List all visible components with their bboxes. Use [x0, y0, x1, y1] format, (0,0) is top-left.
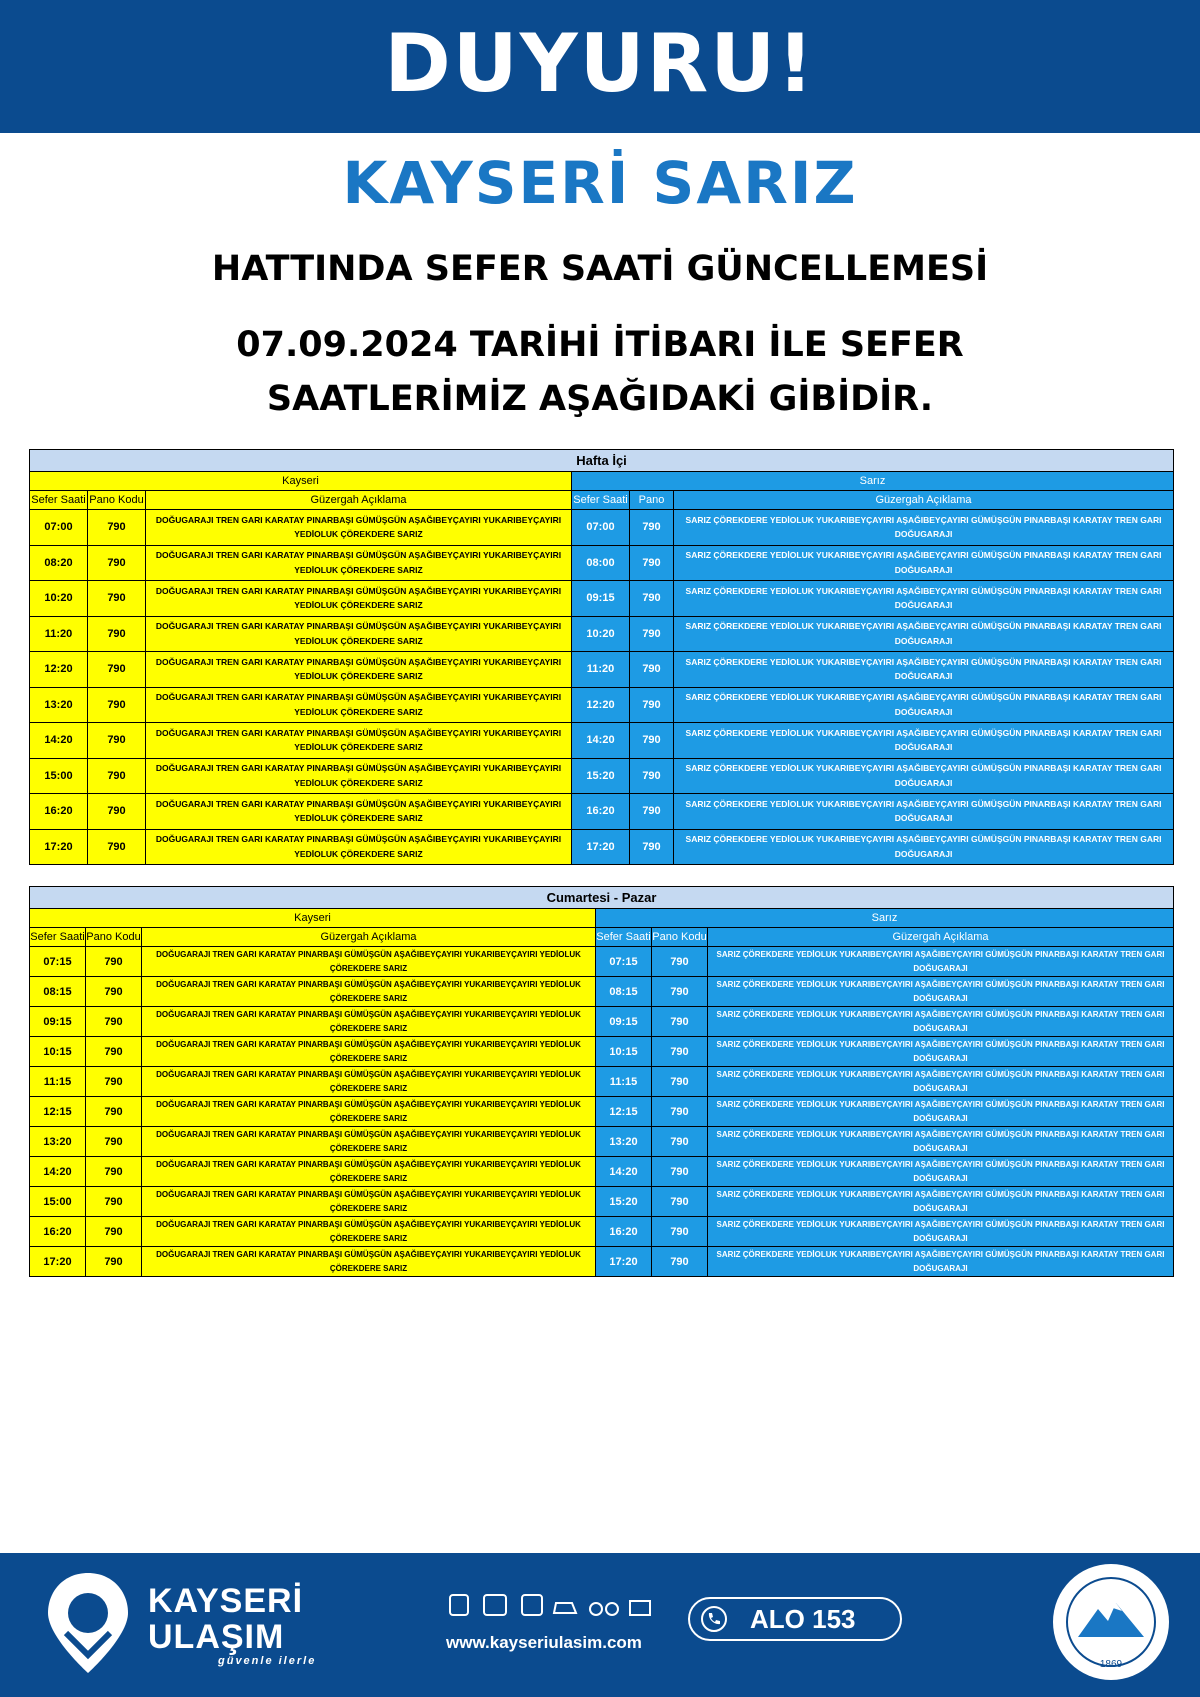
phone-icon — [700, 1605, 728, 1633]
sariz-pano-code: 790 — [652, 947, 708, 977]
sariz-departure-time: 15:20 — [572, 758, 630, 794]
column-header-kayseri: Sefer Saati — [30, 491, 88, 510]
sariz-route: SARIZ ÇÖREKDERE YEDİOLUK YUKARIBEYÇAYIRI AŞAĞIBEYÇAYIRI GÜMÜŞGÜN PINARBAŞI KARATAY TREN GARI DOĞUGARAJI — [708, 977, 1174, 1007]
sariz-pano-code: 790 — [630, 758, 674, 794]
sariz-pano-code: 790 — [652, 1157, 708, 1187]
kayseri-route: DOĞUGARAJI TREN GARI KARATAY PINARBAŞI GÜMÜŞGÜN AŞAĞIBEYÇAYIRI YUKARIBEYÇAYIRI YEDİOLUK ÇÖREKDERE SARIZ — [146, 794, 572, 830]
sariz-pano-code: 790 — [630, 510, 674, 546]
kayseri-departure-time: 12:20 — [30, 652, 88, 688]
kayseri-departure-time: 17:20 — [30, 1247, 86, 1277]
effective-date-line-2: SAATLERİMİZ AŞAĞIDAKİ GİBİDİR. — [266, 379, 934, 419]
sariz-departure-time: 12:20 — [572, 687, 630, 723]
kayseri-route: DOĞUGARAJI TREN GARI KARATAY PINARBAŞI GÜMÜŞGÜN AŞAĞIBEYÇAYIRI YUKARIBEYÇAYIRI YEDİOLUK ÇÖREKDERE SARIZ — [142, 1007, 596, 1037]
weekend-schedule-table — [29, 886, 1174, 1277]
kayseri-route: DOĞUGARAJI TREN GARI KARATAY PINARBAŞI GÜMÜŞGÜN AŞAĞIBEYÇAYIRI YUKARIBEYÇAYIRI YEDİOLUK ÇÖREKDERE SARIZ — [142, 1097, 596, 1127]
sariz-departure-time: 17:20 — [572, 829, 630, 865]
kayseri-departure-time: 14:20 — [30, 723, 88, 759]
kayseri-departure-time: 11:15 — [30, 1067, 86, 1097]
sariz-route: SARIZ ÇÖREKDERE YEDİOLUK YUKARIBEYÇAYIRI AŞAĞIBEYÇAYIRI GÜMÜŞGÜN PINARBAŞI KARATAY TREN GARI DOĞUGARAJI — [708, 1187, 1174, 1217]
kayseri-departure-time: 13:20 — [30, 1127, 86, 1157]
group-sariz: Sarız — [572, 472, 1174, 491]
kayseri-route: DOĞUGARAJI TREN GARI KARATAY PINARBAŞI GÜMÜŞGÜN AŞAĞIBEYÇAYIRI YUKARIBEYÇAYIRI YEDİOLUK ÇÖREKDERE SARIZ — [146, 723, 572, 759]
sariz-pano-code: 790 — [652, 1247, 708, 1277]
sariz-route: SARIZ ÇÖREKDERE YEDİOLUK YUKARIBEYÇAYIRI AŞAĞIBEYÇAYIRI GÜMÜŞGÜN PINARBAŞI KARATAY TREN GARI DOĞUGARAJI — [674, 510, 1174, 546]
sariz-pano-code: 790 — [630, 652, 674, 688]
table-row — [30, 794, 1174, 830]
weekday-schedule-table — [29, 449, 1174, 865]
sariz-departure-time: 14:20 — [596, 1157, 652, 1187]
sariz-route: SARIZ ÇÖREKDERE YEDİOLUK YUKARIBEYÇAYIRI AŞAĞIBEYÇAYIRI GÜMÜŞGÜN PINARBAŞI KARATAY TREN GARI DOĞUGARAJI — [674, 616, 1174, 652]
announcement-title: DUYURU! — [384, 17, 816, 110]
brand-line-2: ULAŞIM — [148, 1618, 285, 1656]
kayseri-departure-time: 09:15 — [30, 1007, 86, 1037]
sariz-departure-time: 09:15 — [572, 581, 630, 617]
sariz-route: SARIZ ÇÖREKDERE YEDİOLUK YUKARIBEYÇAYIRI AŞAĞIBEYÇAYIRI GÜMÜŞGÜN PINARBAŞI KARATAY TREN GARI DOĞUGARAJI — [674, 794, 1174, 830]
kayseri-route: DOĞUGARAJI TREN GARI KARATAY PINARBAŞI GÜMÜŞGÜN AŞAĞIBEYÇAYIRI YUKARIBEYÇAYIRI YEDİOLUK ÇÖREKDERE SARIZ — [142, 1037, 596, 1067]
kayseri-pano-code: 790 — [86, 1157, 142, 1187]
website-url[interactable]: www.kayseriulasim.com — [446, 1633, 642, 1652]
sariz-departure-time: 11:15 — [596, 1067, 652, 1097]
sariz-route: SARIZ ÇÖREKDERE YEDİOLUK YUKARIBEYÇAYIRI AŞAĞIBEYÇAYIRI GÜMÜŞGÜN PINARBAŞI KARATAY TREN GARI DOĞUGARAJI — [708, 1007, 1174, 1037]
kayseri-route: DOĞUGARAJI TREN GARI KARATAY PINARBAŞI GÜMÜŞGÜN AŞAĞIBEYÇAYIRI YUKARIBEYÇAYIRI YEDİOLUK ÇÖREKDERE SARIZ — [142, 947, 596, 977]
sariz-pano-code: 790 — [630, 723, 674, 759]
sariz-pano-code: 790 — [652, 1037, 708, 1067]
sariz-departure-time: 08:15 — [596, 977, 652, 1007]
brand-tagline: güvenle ilerle — [218, 1655, 317, 1667]
table-title-row — [30, 887, 1174, 909]
kayseri-route: DOĞUGARAJI TREN GARI KARATAY PINARBAŞI GÜMÜŞGÜN AŞAĞIBEYÇAYIRI YUKARIBEYÇAYIRI YEDİOLUK ÇÖREKDERE SARIZ — [142, 1067, 596, 1097]
kayseri-departure-time: 10:20 — [30, 581, 88, 617]
table-row — [30, 758, 1174, 794]
kayseri-departure-time: 11:20 — [30, 616, 88, 652]
bicycle-icon — [590, 1603, 602, 1615]
table-row — [30, 1067, 1174, 1097]
tram-icon — [450, 1595, 468, 1615]
sariz-route: SARIZ ÇÖREKDERE YEDİOLUK YUKARIBEYÇAYIRI AŞAĞIBEYÇAYIRI GÜMÜŞGÜN PINARBAŞI KARATAY TREN GARI DOĞUGARAJI — [708, 1157, 1174, 1187]
table-row — [30, 1247, 1174, 1277]
sariz-pano-code: 790 — [652, 977, 708, 1007]
column-header-kayseri: Güzergah Açıklama — [146, 491, 572, 510]
table-row — [30, 1187, 1174, 1217]
kayseri-pano-code: 790 — [88, 829, 146, 865]
kayseri-route: DOĞUGARAJI TREN GARI KARATAY PINARBAŞI GÜMÜŞGÜN AŞAĞIBEYÇAYIRI YUKARIBEYÇAYIRI YEDİOLUK ÇÖREKDERE SARIZ — [142, 977, 596, 1007]
kayseri-pano-code: 790 — [86, 1097, 142, 1127]
sariz-departure-time: 07:15 — [596, 947, 652, 977]
group-row — [30, 909, 1174, 928]
sariz-departure-time: 16:20 — [596, 1217, 652, 1247]
kayseri-pano-code: 790 — [88, 510, 146, 546]
sariz-pano-code: 790 — [630, 616, 674, 652]
kayseri-departure-time: 07:00 — [30, 510, 88, 546]
sariz-route: SARIZ ÇÖREKDERE YEDİOLUK YUKARIBEYÇAYIRI AŞAĞIBEYÇAYIRI GÜMÜŞGÜN PINARBAŞI KARATAY TREN GARI DOĞUGARAJI — [674, 652, 1174, 688]
column-header-kayseri: Pano Kodu — [88, 491, 146, 510]
kayseri-departure-time: 16:20 — [30, 794, 88, 830]
kayseri-departure-time: 08:20 — [30, 545, 88, 581]
footer-banner — [0, 1553, 1200, 1697]
sariz-route: SARIZ ÇÖREKDERE YEDİOLUK YUKARIBEYÇAYIRI AŞAĞIBEYÇAYIRI GÜMÜŞGÜN PINARBAŞI KARATAY TREN GARI DOĞUGARAJI — [708, 1037, 1174, 1067]
kayseri-pano-code: 790 — [86, 1187, 142, 1217]
table-row — [30, 829, 1174, 865]
kayseri-departure-time: 10:15 — [30, 1037, 86, 1067]
kayseri-pano-code: 790 — [86, 1127, 142, 1157]
kayseri-route: DOĞUGARAJI TREN GARI KARATAY PINARBAŞI GÜMÜŞGÜN AŞAĞIBEYÇAYIRI YUKARIBEYÇAYIRI YEDİOLUK ÇÖREKDERE SARIZ — [142, 1127, 596, 1157]
kayseri-route: DOĞUGARAJI TREN GARI KARATAY PINARBAŞI GÜMÜŞGÜN AŞAĞIBEYÇAYIRI YUKARIBEYÇAYIRI YEDİOLUK ÇÖREKDERE SARIZ — [146, 687, 572, 723]
kayseri-pano-code: 790 — [86, 1067, 142, 1097]
column-header-kayseri: Güzergah Açıklama — [142, 928, 596, 947]
table-row — [30, 616, 1174, 652]
kayseri-departure-time: 12:15 — [30, 1097, 86, 1127]
sariz-departure-time: 10:20 — [572, 616, 630, 652]
sariz-route: SARIZ ÇÖREKDERE YEDİOLUK YUKARIBEYÇAYIRI AŞAĞIBEYÇAYIRI GÜMÜŞGÜN PINARBAŞI KARATAY TREN GARI DOĞUGARAJI — [674, 545, 1174, 581]
sariz-pano-code: 790 — [652, 1067, 708, 1097]
kayseri-pano-code: 790 — [88, 687, 146, 723]
kayseri-pano-code: 790 — [88, 758, 146, 794]
kayseri-pano-code: 790 — [86, 1217, 142, 1247]
kayseri-pano-code: 790 — [86, 1037, 142, 1067]
sariz-departure-time: 07:00 — [572, 510, 630, 546]
sariz-route: SARIZ ÇÖREKDERE YEDİOLUK YUKARIBEYÇAYIRI AŞAĞIBEYÇAYIRI GÜMÜŞGÜN PINARBAŞI KARATAY TREN GARI DOĞUGARAJI — [708, 1217, 1174, 1247]
sariz-departure-time: 17:20 — [596, 1247, 652, 1277]
kayseri-departure-time: 17:20 — [30, 829, 88, 865]
sariz-route: SARIZ ÇÖREKDERE YEDİOLUK YUKARIBEYÇAYIRI AŞAĞIBEYÇAYIRI GÜMÜŞGÜN PINARBAŞI KARATAY TREN GARI DOĞUGARAJI — [674, 829, 1174, 865]
table-row — [30, 1127, 1174, 1157]
column-header-sariz: Güzergah Açıklama — [674, 491, 1174, 510]
kayseri-pano-code: 790 — [88, 616, 146, 652]
column-header-row — [30, 928, 1174, 947]
kayseri-pano-code: 790 — [86, 1247, 142, 1277]
column-header-kayseri: Sefer Saati — [30, 928, 86, 947]
brand-wordmark — [148, 1583, 316, 1667]
header-banner — [0, 0, 1200, 133]
sariz-departure-time: 09:15 — [596, 1007, 652, 1037]
kayseri-pano-code: 790 — [88, 794, 146, 830]
column-header-sariz: Pano — [630, 491, 674, 510]
kayseri-departure-time: 14:20 — [30, 1157, 86, 1187]
column-header-kayseri: Pano Kodu — [86, 928, 142, 947]
kayseri-pano-code: 790 — [88, 723, 146, 759]
sariz-route: SARIZ ÇÖREKDERE YEDİOLUK YUKARIBEYÇAYIRI AŞAĞIBEYÇAYIRI GÜMÜŞGÜN PINARBAŞI KARATAY TREN GARI DOĞUGARAJI — [708, 1127, 1174, 1157]
table-row — [30, 1007, 1174, 1037]
effective-date-note — [0, 318, 1200, 426]
kayseri-route: DOĞUGARAJI TREN GARI KARATAY PINARBAŞI GÜMÜŞGÜN AŞAĞIBEYÇAYIRI YUKARIBEYÇAYIRI YEDİOLUK ÇÖREKDERE SARIZ — [142, 1157, 596, 1187]
sariz-route: SARIZ ÇÖREKDERE YEDİOLUK YUKARIBEYÇAYIRI AŞAĞIBEYÇAYIRI GÜMÜŞGÜN PINARBAŞI KARATAY TREN GARI DOĞUGARAJI — [674, 723, 1174, 759]
line-name: KAYSERİ SARIZ — [342, 149, 858, 217]
sariz-departure-time: 13:20 — [596, 1127, 652, 1157]
kayseri-pano-code: 790 — [86, 1007, 142, 1037]
phone-badge[interactable] — [688, 1597, 902, 1641]
kayseri-route: DOĞUGARAJI TREN GARI KARATAY PINARBAŞI GÜMÜŞGÜN AŞAĞIBEYÇAYIRI YUKARIBEYÇAYIRI YEDİOLUK ÇÖREKDERE SARIZ — [146, 510, 572, 546]
sariz-route: SARIZ ÇÖREKDERE YEDİOLUK YUKARIBEYÇAYIRI AŞAĞIBEYÇAYIRI GÜMÜŞGÜN PINARBAŞI KARATAY TREN GARI DOĞUGARAJI — [674, 687, 1174, 723]
sariz-pano-code: 790 — [652, 1007, 708, 1037]
sariz-pano-code: 790 — [652, 1097, 708, 1127]
kayseri-pano-code: 790 — [88, 545, 146, 581]
sariz-pano-code: 790 — [630, 829, 674, 865]
table-title-row — [30, 450, 1174, 472]
sariz-departure-time: 14:20 — [572, 723, 630, 759]
group-kayseri: Kayseri — [30, 909, 596, 928]
table-row — [30, 1157, 1174, 1187]
table-row — [30, 652, 1174, 688]
seal-year: 1869 — [1099, 1659, 1123, 1670]
kayseri-pano-code: 790 — [88, 581, 146, 617]
subtitle: HATTINDA SEFER SAATİ GÜNCELLEMESİ — [211, 249, 989, 289]
coach-icon — [522, 1595, 542, 1615]
kayseri-departure-time: 13:20 — [30, 687, 88, 723]
kayseri-ulasim-pin-logo — [44, 1569, 132, 1679]
sariz-route: SARIZ ÇÖREKDERE YEDİOLUK YUKARIBEYÇAYIRI AŞAĞIBEYÇAYIRI GÜMÜŞGÜN PINARBAŞI KARATAY TREN GARI DOĞUGARAJI — [674, 581, 1174, 617]
group-row — [30, 472, 1174, 491]
table-title: Cumartesi - Pazar — [30, 887, 1174, 909]
kayseri-pano-code: 790 — [86, 977, 142, 1007]
sariz-pano-code: 790 — [652, 1187, 708, 1217]
kayseri-route: DOĞUGARAJI TREN GARI KARATAY PINARBAŞI GÜMÜŞGÜN AŞAĞIBEYÇAYIRI YUKARIBEYÇAYIRI YEDİOLUK ÇÖREKDERE SARIZ — [146, 758, 572, 794]
kayseri-departure-time: 15:00 — [30, 758, 88, 794]
kayseri-route: DOĞUGARAJI TREN GARI KARATAY PINARBAŞI GÜMÜŞGÜN AŞAĞIBEYÇAYIRI YUKARIBEYÇAYIRI YEDİOLUK ÇÖREKDERE SARIZ — [142, 1187, 596, 1217]
sariz-route: SARIZ ÇÖREKDERE YEDİOLUK YUKARIBEYÇAYIRI AŞAĞIBEYÇAYIRI GÜMÜŞGÜN PINARBAŞI KARATAY TREN GARI DOĞUGARAJI — [674, 758, 1174, 794]
table-row — [30, 723, 1174, 759]
kayseri-route: DOĞUGARAJI TREN GARI KARATAY PINARBAŞI GÜMÜŞGÜN AŞAĞIBEYÇAYIRI YUKARIBEYÇAYIRI YEDİOLUK ÇÖREKDERE SARIZ — [146, 829, 572, 865]
kayseri-pano-code: 790 — [86, 947, 142, 977]
sariz-departure-time: 08:00 — [572, 545, 630, 581]
kayseri-departure-time: 08:15 — [30, 977, 86, 1007]
kayseri-route: DOĞUGARAJI TREN GARI KARATAY PINARBAŞI GÜMÜŞGÜN AŞAĞIBEYÇAYIRI YUKARIBEYÇAYIRI YEDİOLUK ÇÖREKDERE SARIZ — [142, 1247, 596, 1277]
sariz-departure-time: 12:15 — [596, 1097, 652, 1127]
transport-icons — [446, 1591, 668, 1621]
sariz-pano-code: 790 — [630, 794, 674, 830]
kayseri-route: DOĞUGARAJI TREN GARI KARATAY PINARBAŞI GÜMÜŞGÜN AŞAĞIBEYÇAYIRI YUKARIBEYÇAYIRI YEDİOLUK ÇÖREKDERE SARIZ — [146, 652, 572, 688]
sariz-pano-code: 790 — [652, 1217, 708, 1247]
column-header-sariz: Sefer Saati — [596, 928, 652, 947]
table-row — [30, 510, 1174, 546]
kayseri-departure-time: 07:15 — [30, 947, 86, 977]
table-row — [30, 977, 1174, 1007]
table-title: Hafta İçi — [30, 450, 1174, 472]
table-row — [30, 947, 1174, 977]
sariz-departure-time: 10:15 — [596, 1037, 652, 1067]
table-row — [30, 1097, 1174, 1127]
kayseri-route: DOĞUGARAJI TREN GARI KARATAY PINARBAŞI GÜMÜŞGÜN AŞAĞIBEYÇAYIRI YUKARIBEYÇAYIRI YEDİOLUK ÇÖREKDERE SARIZ — [142, 1217, 596, 1247]
sariz-pano-code: 790 — [630, 581, 674, 617]
column-header-sariz: Sefer Saati — [572, 491, 630, 510]
kayseri-route: DOĞUGARAJI TREN GARI KARATAY PINARBAŞI GÜMÜŞGÜN AŞAĞIBEYÇAYIRI YUKARIBEYÇAYIRI YEDİOLUK ÇÖREKDERE SARIZ — [146, 581, 572, 617]
kayseri-pano-code: 790 — [88, 652, 146, 688]
group-kayseri: Kayseri — [30, 472, 572, 491]
car-parking-icon — [554, 1603, 576, 1613]
column-header-sariz: Güzergah Açıklama — [708, 928, 1174, 947]
column-header-row — [30, 491, 1174, 510]
sariz-departure-time: 16:20 — [572, 794, 630, 830]
sariz-departure-time: 15:20 — [596, 1187, 652, 1217]
table-row — [30, 1037, 1174, 1067]
kayseri-route: DOĞUGARAJI TREN GARI KARATAY PINARBAŞI GÜMÜŞGÜN AŞAĞIBEYÇAYIRI YUKARIBEYÇAYIRI YEDİOLUK ÇÖREKDERE SARIZ — [146, 545, 572, 581]
sariz-pano-code: 790 — [630, 687, 674, 723]
sariz-departure-time: 11:20 — [572, 652, 630, 688]
kayseri-departure-time: 16:20 — [30, 1217, 86, 1247]
group-sariz: Sarız — [596, 909, 1174, 928]
table-row — [30, 687, 1174, 723]
sariz-pano-code: 790 — [652, 1127, 708, 1157]
sariz-route: SARIZ ÇÖREKDERE YEDİOLUK YUKARIBEYÇAYIRI AŞAĞIBEYÇAYIRI GÜMÜŞGÜN PINARBAŞI KARATAY TREN GARI DOĞUGARAJI — [708, 1247, 1174, 1277]
table-row — [30, 581, 1174, 617]
card-icon — [630, 1601, 650, 1615]
table-row — [30, 545, 1174, 581]
sariz-route: SARIZ ÇÖREKDERE YEDİOLUK YUKARIBEYÇAYIRI AŞAĞIBEYÇAYIRI GÜMÜŞGÜN PINARBAŞI KARATAY TREN GARI DOĞUGARAJI — [708, 1067, 1174, 1097]
sariz-route: SARIZ ÇÖREKDERE YEDİOLUK YUKARIBEYÇAYIRI AŞAĞIBEYÇAYIRI GÜMÜŞGÜN PINARBAŞI KARATAY TREN GARI DOĞUGARAJI — [708, 947, 1174, 977]
bus-icon — [484, 1595, 506, 1615]
kayseri-departure-time: 15:00 — [30, 1187, 86, 1217]
effective-date-line-1: 07.09.2024 TARİHİ İTİBARI İLE SEFER — [236, 325, 964, 365]
sariz-pano-code: 790 — [630, 545, 674, 581]
column-header-sariz: Pano Kodu — [652, 928, 708, 947]
kayseri-route: DOĞUGARAJI TREN GARI KARATAY PINARBAŞI GÜMÜŞGÜN AŞAĞIBEYÇAYIRI YUKARIBEYÇAYIRI YEDİOLUK ÇÖREKDERE SARIZ — [146, 616, 572, 652]
municipality-seal — [1050, 1561, 1172, 1683]
table-row — [30, 1217, 1174, 1247]
sariz-route: SARIZ ÇÖREKDERE YEDİOLUK YUKARIBEYÇAYIRI AŞAĞIBEYÇAYIRI GÜMÜŞGÜN PINARBAŞI KARATAY TREN GARI DOĞUGARAJI — [708, 1097, 1174, 1127]
brand-line-1: KAYSERİ — [148, 1582, 304, 1620]
phone-number: ALO 153 — [750, 1604, 856, 1634]
